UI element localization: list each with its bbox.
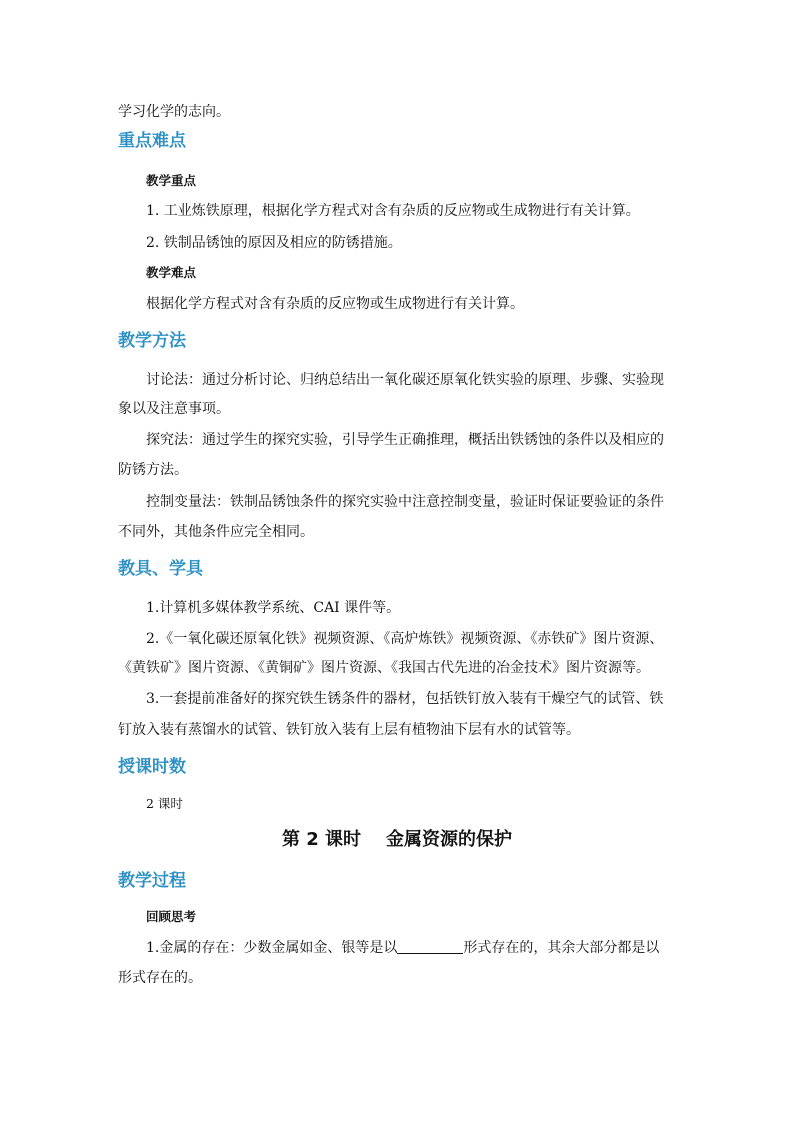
difficulty-label: 教学难点: [146, 265, 197, 280]
tools-item-3-line1: 3.一套提前准备好的探究铁生锈条件的器材，包括铁钉放入装有干燥空气的试管、铁: [146, 691, 664, 707]
question-1-line2: 形式存在的。: [118, 970, 202, 986]
intro-tail-text: 学习化学的志向。: [118, 104, 230, 120]
question-1-after-blank: 形式存在的，其余大部分都是以: [463, 940, 660, 956]
focus-item-1: 1. 工业炼铁原理，根据化学方程式对含有杂质的反应物或生成物进行有关计算。: [146, 203, 640, 219]
question-1-line1: [146, 938, 659, 958]
section-heading-key-points: 重点难点: [118, 131, 186, 151]
method-control-line1: 控制变量法：铁制品锈蚀条件的探究实验中注意控制变量，验证时保证要验证的条件: [146, 494, 664, 510]
section-heading-process: 教学过程: [118, 871, 186, 891]
question-1-before-blank: 1.金属的存在：少数金属如金、银等是以: [146, 940, 398, 956]
section-heading-hours: 授课时数: [118, 757, 186, 777]
method-inquiry-line2: 防锈方法。: [118, 462, 188, 478]
section-heading-tools: 教具、学具: [118, 559, 203, 579]
difficulty-text: 根据化学方程式对含有杂质的反应物或生成物进行有关计算。: [146, 296, 524, 312]
focus-item-2: 2. 铁制品锈蚀的原因及相应的防锈措施。: [146, 235, 402, 251]
review-label: 回顾思考: [146, 909, 197, 924]
method-inquiry-line1: 探究法：通过学生的探究实验，引导学生正确推理，概括出铁锈蚀的条件以及相应的: [146, 432, 664, 448]
hours-value: 2 课时: [146, 796, 183, 811]
method-discussion-line1: 讨论法：通过分析讨论、归纳总结出一氧化碳还原氧化铁实验的原理、步骤、实验现: [146, 372, 664, 388]
answer-blank: [397, 939, 463, 954]
tools-item-3-line2: 钉放入装有蒸馏水的试管、铁钉放入装有上层有植物油下层有水的试管等。: [118, 722, 580, 738]
tools-item-1: 1.计算机多媒体教学系统、CAI 课件等。: [146, 600, 401, 616]
tools-item-2-line2: 《黄铁矿》图片资源、《黄铜矿》图片资源、《我国古代先进的冶金技术》图片资源等。: [118, 660, 650, 676]
method-discussion-line2: 象以及注意事项。: [118, 401, 230, 417]
section-heading-methods: 教学方法: [118, 331, 186, 351]
lesson-title: 第 2 课时 金属资源的保护: [281, 829, 513, 850]
method-control-line2: 不同外，其他条件应完全相同。: [118, 524, 314, 540]
focus-label: 教学重点: [146, 173, 197, 188]
tools-item-2-line1: 2.《一氧化碳还原氧化铁》视频资源、《高炉炼铁》视频资源、《赤铁矿》图片资源、: [146, 631, 664, 647]
